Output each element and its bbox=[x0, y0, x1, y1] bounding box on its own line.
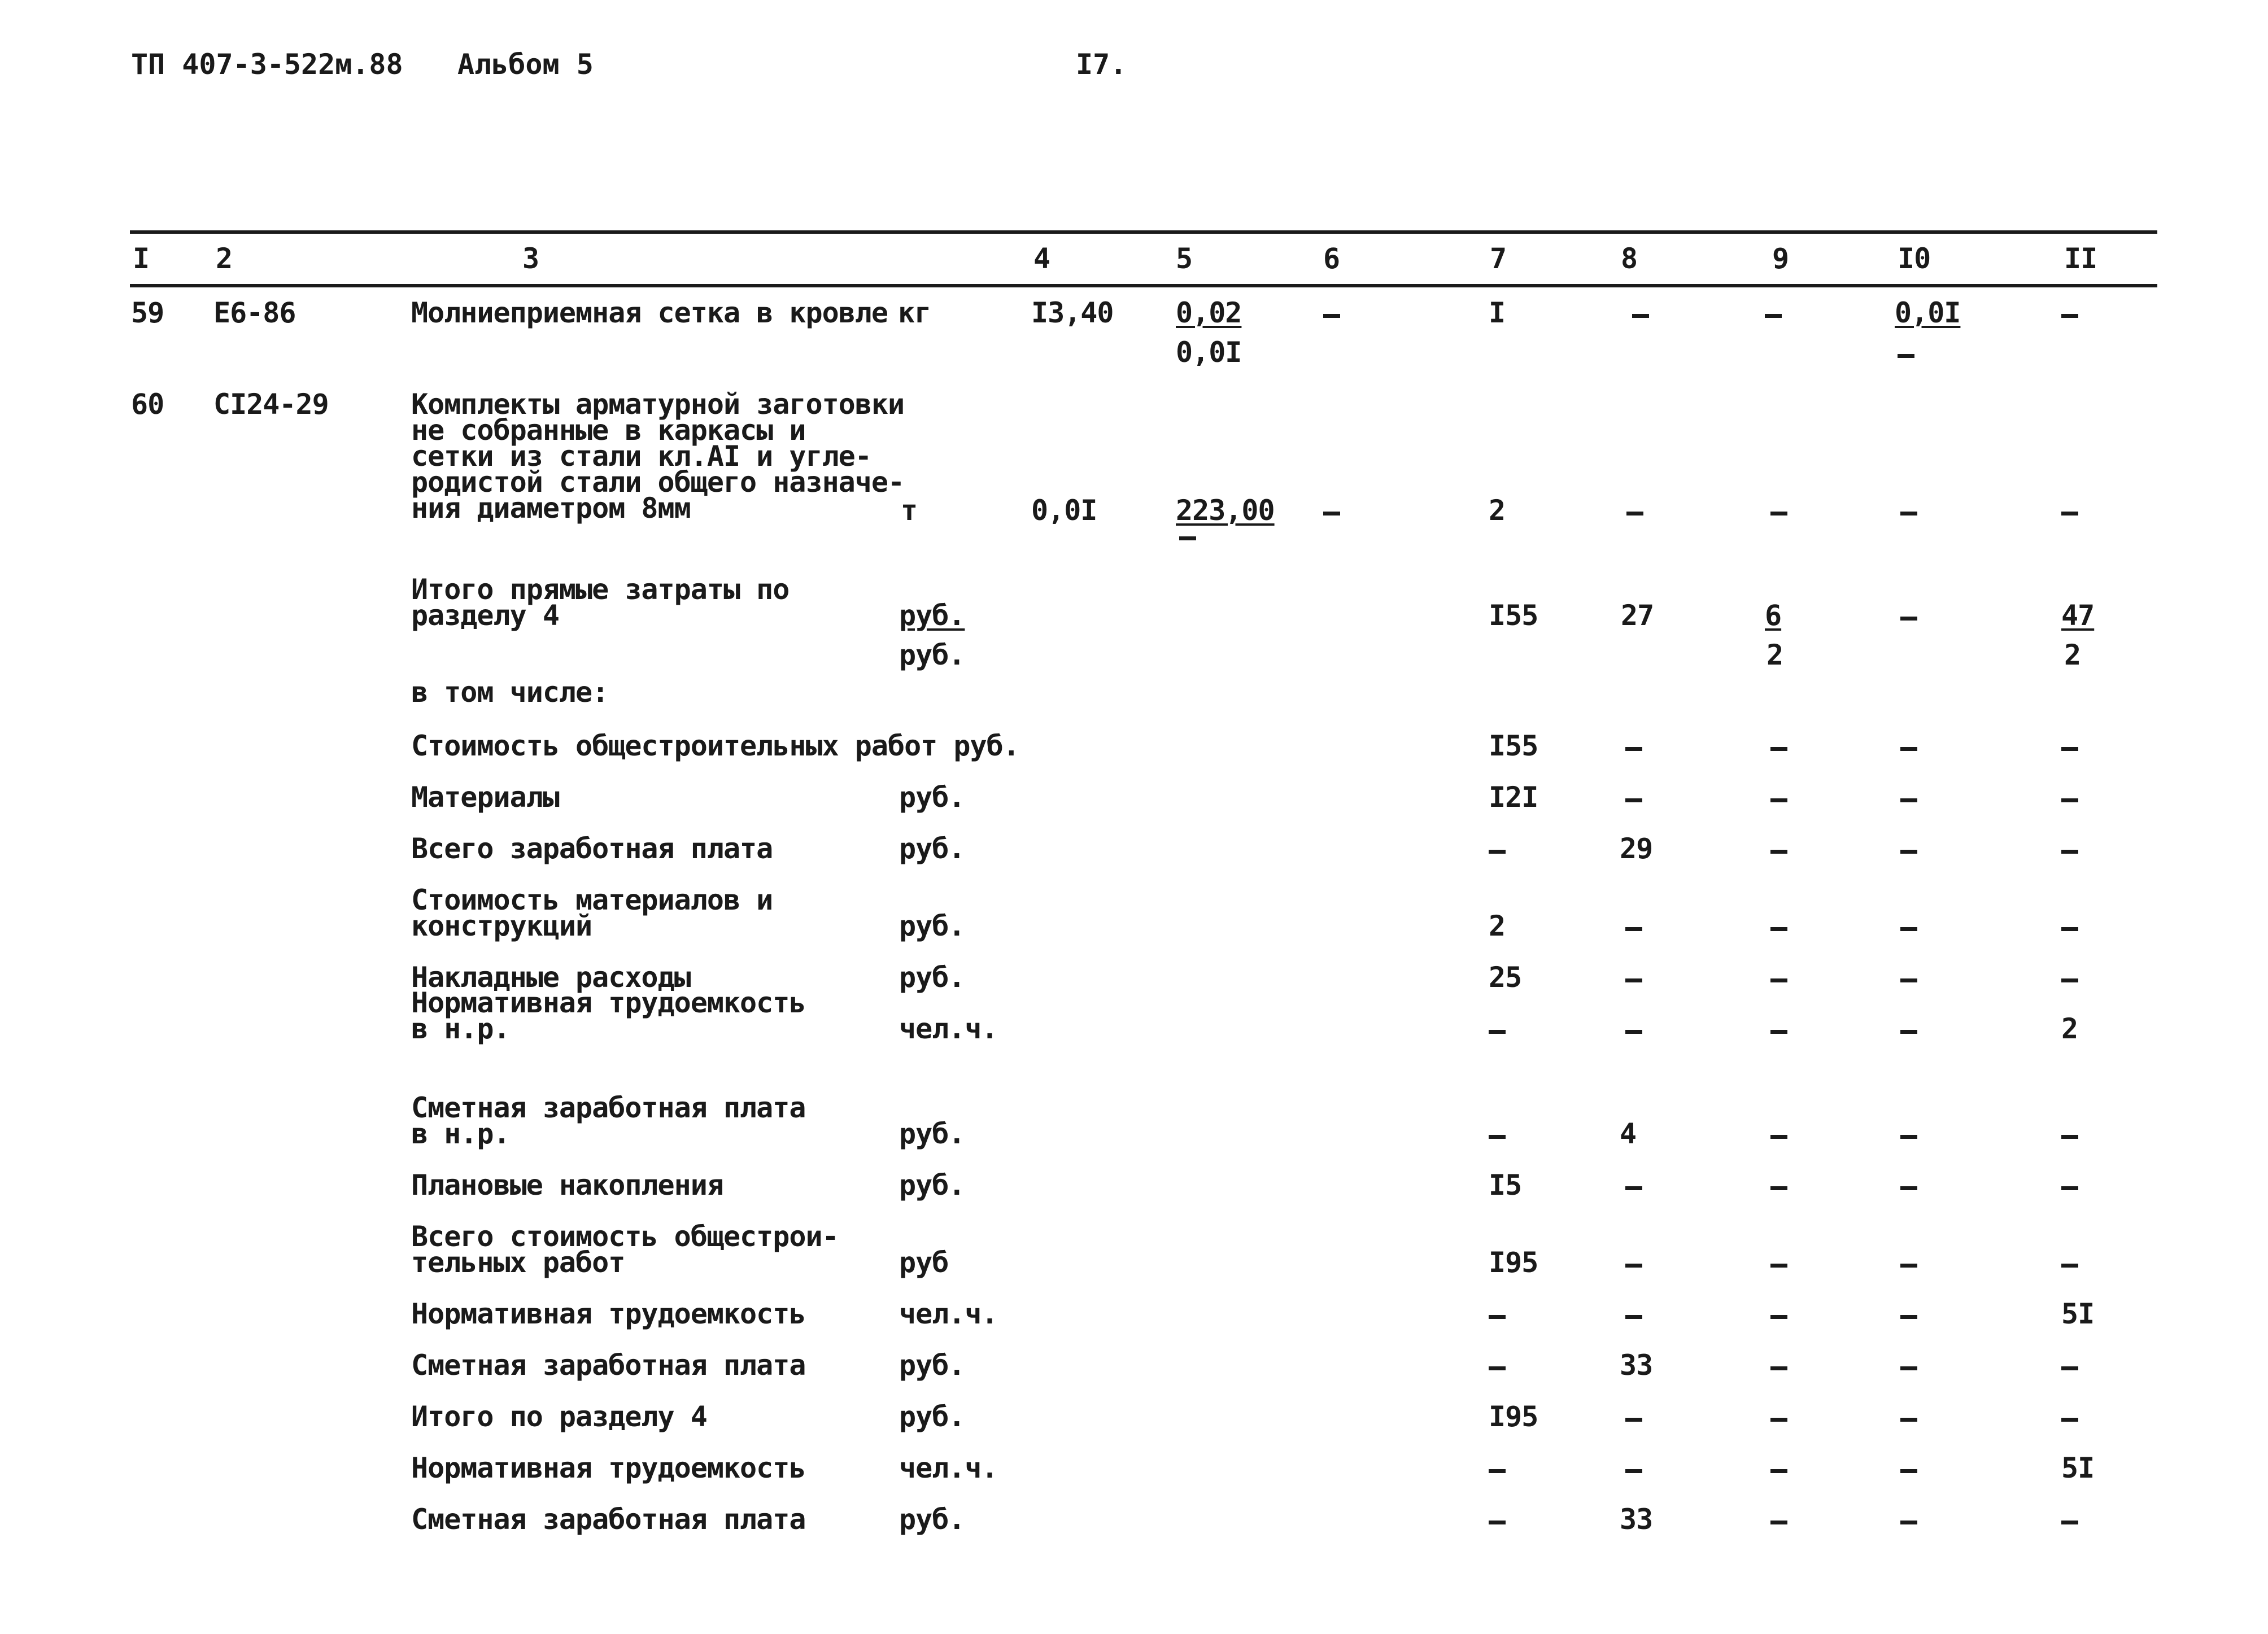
summary-label-line: Нормативная трудоемкость bbox=[411, 986, 806, 1019]
row-col11-dash bbox=[2061, 314, 2078, 318]
summary-unit: чел.ч. bbox=[899, 1012, 998, 1045]
row-col10-top: 0,0I bbox=[1895, 296, 1961, 329]
summary-c9-dash bbox=[1770, 1135, 1787, 1139]
summary-unit: руб. bbox=[899, 961, 965, 994]
summary-label-line: тельных работ bbox=[411, 1246, 625, 1279]
summary-c8: 33 bbox=[1620, 1349, 1653, 1382]
row-col6-dash bbox=[1323, 512, 1340, 515]
summary-c7: 2 bbox=[1489, 910, 1506, 942]
col-header-11: II bbox=[2064, 242, 2097, 275]
row-col10-dash bbox=[1900, 512, 1917, 515]
row-name-line-3: сетки из стали кл.АI и угле- bbox=[411, 440, 871, 473]
summary-c9-dash bbox=[1770, 1315, 1787, 1319]
row-name-line-4: родистой стали общего назначе- bbox=[411, 466, 905, 499]
summary-c9-dash bbox=[1770, 1521, 1787, 1524]
summary-unit: руб. bbox=[899, 1349, 965, 1382]
summary-c7-dash bbox=[1489, 1366, 1506, 1370]
col-header-1: I bbox=[133, 242, 150, 275]
summary-label-line: Сметная заработная плата bbox=[411, 1091, 806, 1124]
summary-label-line: Нормативная трудоемкость bbox=[411, 1452, 806, 1484]
summary-c7-dash bbox=[1489, 1521, 1506, 1524]
summary-label-line: Всего заработная плата bbox=[411, 832, 773, 865]
summary-c11: 2 bbox=[2061, 1012, 2078, 1045]
summary-unit: руб. bbox=[899, 1503, 965, 1536]
total-label-line-1: Итого прямые затраты по bbox=[411, 573, 790, 606]
summary-c10-dash bbox=[1900, 1186, 1917, 1190]
summary-c8-dash bbox=[1625, 978, 1642, 982]
summary-c9-dash bbox=[1770, 1469, 1787, 1473]
summary-label-line: Материалы bbox=[411, 781, 559, 814]
summary-c11-dash bbox=[2061, 798, 2078, 802]
summary-c10-dash bbox=[1900, 1315, 1917, 1319]
col-header-5: 5 bbox=[1176, 242, 1193, 275]
summary-c7: 25 bbox=[1489, 961, 1522, 994]
summary-c7-dash bbox=[1489, 1469, 1506, 1473]
row-name-line-5: ния диаметром 8мм bbox=[411, 492, 691, 525]
summary-c11: 5I bbox=[2061, 1452, 2095, 1484]
summary-c10-dash bbox=[1900, 1469, 1917, 1473]
total-col8: 27 bbox=[1621, 599, 1654, 632]
row-unit: кг bbox=[898, 296, 931, 329]
col-header-8: 8 bbox=[1621, 242, 1638, 275]
summary-unit: руб. bbox=[899, 1400, 965, 1433]
summary-label-line: конструкций bbox=[411, 910, 592, 942]
summary-c10-dash bbox=[1900, 747, 1917, 751]
row-col5-bottom: 0,0I bbox=[1176, 336, 1242, 369]
summary-c9-dash bbox=[1770, 1030, 1787, 1034]
total-unit-bottom: руб. bbox=[899, 639, 965, 671]
summary-label-line: Сметная заработная плата bbox=[411, 1503, 806, 1536]
summary-c8-dash bbox=[1625, 1469, 1642, 1473]
summary-c9-dash bbox=[1770, 850, 1787, 854]
summary-label-line: в н.р. bbox=[411, 1012, 510, 1045]
summary-c8-dash bbox=[1625, 927, 1642, 931]
summary-c8-dash bbox=[1625, 1418, 1642, 1422]
summary-label-line: Сметная заработная плата bbox=[411, 1349, 806, 1382]
summary-c10-dash bbox=[1900, 1521, 1917, 1524]
row-col9-dash bbox=[1765, 314, 1782, 318]
summary-c11-dash bbox=[2061, 927, 2078, 931]
row-name-line-2: не собранные в каркасы и bbox=[411, 414, 806, 447]
summary-unit: руб. bbox=[899, 910, 965, 942]
total-col7: I55 bbox=[1489, 599, 1538, 632]
summary-c8-dash bbox=[1625, 1186, 1642, 1190]
table-header-rule bbox=[130, 284, 2157, 287]
row-col8-dash bbox=[1626, 512, 1643, 515]
summary-c8-dash bbox=[1625, 1030, 1642, 1034]
summary-unit: руб. bbox=[899, 1117, 965, 1150]
summary-c11-dash bbox=[2061, 1186, 2078, 1190]
summary-c7: I95 bbox=[1489, 1400, 1538, 1433]
row-col11-dash bbox=[2061, 512, 2078, 515]
summary-c11-dash bbox=[2061, 1135, 2078, 1139]
summary-label-line: в н.р. bbox=[411, 1117, 510, 1150]
col-header-9: 9 bbox=[1772, 242, 1789, 275]
col-header-10: I0 bbox=[1898, 242, 1931, 275]
col-header-4: 4 bbox=[1033, 242, 1050, 275]
summary-c11-dash bbox=[2061, 1521, 2078, 1524]
col-header-3: 3 bbox=[522, 242, 539, 275]
summary-unit: руб bbox=[899, 1246, 949, 1279]
summary-c10-dash bbox=[1900, 798, 1917, 802]
row-code: Е6-86 bbox=[213, 296, 296, 329]
col-header-2: 2 bbox=[216, 242, 233, 275]
summary-c7: I95 bbox=[1489, 1246, 1538, 1279]
row-qty: 0,0I bbox=[1031, 494, 1097, 527]
summary-c10-dash bbox=[1900, 1366, 1917, 1370]
col-header-6: 6 bbox=[1323, 242, 1340, 275]
total-unit-top: руб. bbox=[899, 599, 965, 632]
summary-c7-dash bbox=[1489, 1315, 1506, 1319]
summary-c9-dash bbox=[1770, 798, 1787, 802]
album-label: Альбом 5 bbox=[457, 48, 594, 81]
summary-c7-dash bbox=[1489, 850, 1506, 854]
row-qty: I3,40 bbox=[1031, 296, 1114, 329]
summary-unit: чел.ч. bbox=[899, 1452, 998, 1484]
summary-c8-dash bbox=[1625, 747, 1642, 751]
summary-c9-dash bbox=[1770, 1264, 1787, 1268]
summary-c8-dash bbox=[1625, 798, 1642, 802]
summary-c10-dash bbox=[1900, 1264, 1917, 1268]
summary-c11-dash bbox=[2061, 1366, 2078, 1370]
summary-c11-dash bbox=[2061, 978, 2078, 982]
page-number: I7. bbox=[1076, 48, 1127, 81]
summary-c10-dash bbox=[1900, 978, 1917, 982]
summary-c8: 33 bbox=[1620, 1503, 1653, 1536]
summary-c9-dash bbox=[1770, 1418, 1787, 1422]
summary-c9-dash bbox=[1770, 978, 1787, 982]
summary-c9-dash bbox=[1770, 1186, 1787, 1190]
row-number: 60 bbox=[131, 388, 164, 421]
summary-c8: 4 bbox=[1620, 1117, 1637, 1150]
col-header-7: 7 bbox=[1490, 242, 1507, 275]
summary-c11-dash bbox=[2061, 1264, 2078, 1268]
summary-c7-dash bbox=[1489, 1135, 1506, 1139]
total-col11-top: 47 bbox=[2061, 599, 2095, 632]
summary-label-line: Нормативная трудоемкость bbox=[411, 1297, 806, 1330]
summary-c7: I55 bbox=[1489, 729, 1538, 762]
row-col10-bottom-dash bbox=[1898, 354, 1914, 358]
total-col11-bottom: 2 bbox=[2064, 639, 2081, 671]
summary-c10-dash bbox=[1900, 1030, 1917, 1034]
row-name-line-1: Комплекты арматурной заготовки bbox=[411, 388, 905, 421]
including-label: в том числе: bbox=[411, 676, 609, 709]
row-code: СI24-29 bbox=[213, 388, 329, 421]
summary-unit: руб. bbox=[899, 1169, 965, 1202]
summary-c9-dash bbox=[1770, 1366, 1787, 1370]
row-col5-top: 0,02 bbox=[1176, 296, 1242, 329]
row-number: 59 bbox=[131, 296, 164, 329]
total-label-line-2: разделу 4 bbox=[411, 599, 559, 632]
summary-label-line: Всего стоимость общестрои- bbox=[411, 1220, 839, 1253]
summary-unit: чел.ч. bbox=[899, 1297, 998, 1330]
summary-c8: 29 bbox=[1620, 832, 1653, 865]
row-col7: 2 bbox=[1489, 494, 1506, 527]
summary-label-line: Плановые накопления bbox=[411, 1169, 723, 1202]
summary-c10-dash bbox=[1900, 1135, 1917, 1139]
summary-label-line: Стоимость общестроительных работ руб. bbox=[411, 729, 1019, 762]
summary-c10-dash bbox=[1900, 1418, 1917, 1422]
total-col10-dash bbox=[1900, 617, 1917, 621]
row-col7: I bbox=[1489, 296, 1506, 329]
row-col6-dash bbox=[1323, 314, 1340, 318]
total-col9-top: 6 bbox=[1765, 599, 1782, 632]
row-name: Молниеприемная сетка в кровле bbox=[411, 296, 888, 329]
doc-code: ТП 407-3-522м.88 bbox=[131, 48, 403, 81]
summary-c9-dash bbox=[1770, 747, 1787, 751]
row-col5-bottom-dash bbox=[1179, 536, 1196, 540]
summary-unit: руб. bbox=[899, 832, 965, 865]
summary-c8-dash bbox=[1625, 1264, 1642, 1268]
summary-c11-dash bbox=[2061, 850, 2078, 854]
row-col8-dash bbox=[1632, 314, 1649, 318]
summary-c11: 5I bbox=[2061, 1297, 2095, 1330]
summary-label-line: Стоимость материалов и bbox=[411, 884, 773, 916]
row-unit: т bbox=[901, 494, 918, 527]
summary-c7-dash bbox=[1489, 1030, 1506, 1034]
summary-c10-dash bbox=[1900, 850, 1917, 854]
summary-c7: I5 bbox=[1489, 1169, 1522, 1202]
row-col9-dash bbox=[1770, 512, 1787, 515]
summary-c8-dash bbox=[1625, 1315, 1642, 1319]
summary-c9-dash bbox=[1770, 927, 1787, 931]
summary-c7: I2I bbox=[1489, 781, 1538, 814]
table-top-rule bbox=[130, 230, 2157, 234]
summary-unit: руб. bbox=[899, 781, 965, 814]
summary-label-line: Накладные расходы bbox=[411, 961, 691, 994]
summary-c11-dash bbox=[2061, 1418, 2078, 1422]
row-col5-top: 223,00 bbox=[1176, 494, 1275, 527]
summary-label-line: Итого по разделу 4 bbox=[411, 1400, 707, 1433]
total-col9-bottom: 2 bbox=[1767, 639, 1783, 671]
summary-c11-dash bbox=[2061, 747, 2078, 751]
summary-c10-dash bbox=[1900, 927, 1917, 931]
